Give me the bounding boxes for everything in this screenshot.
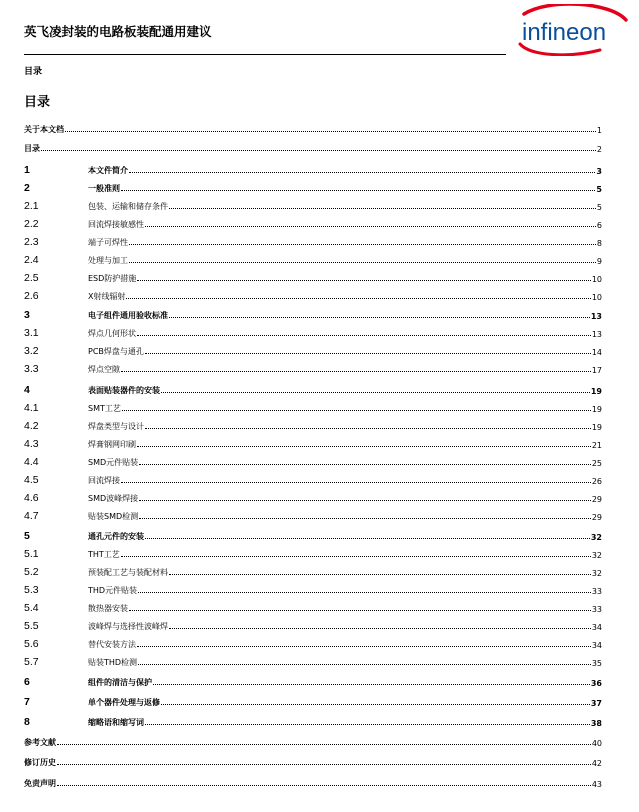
toc-entry-number: 4.2	[24, 420, 39, 432]
toc-entry-number: 1	[24, 164, 30, 176]
toc-entry-page: 13	[591, 330, 602, 339]
toc-dot-leader	[145, 353, 591, 354]
toc-entry-title: 贴装THD检测	[88, 658, 138, 667]
toc-entry-page: 5	[596, 203, 602, 212]
toc-dot-leader	[137, 335, 591, 336]
toc-entry-title: THT工艺	[88, 550, 120, 559]
toc-entry-page: 19	[591, 405, 602, 414]
toc-entry-title: 免责声明	[24, 779, 56, 788]
toc-entry-page: 13	[590, 312, 602, 321]
toc-entry[interactable]	[24, 580, 602, 596]
toc-entry-page: 35	[591, 659, 602, 668]
toc-entry[interactable]	[24, 119, 602, 135]
toc-entry-page: 10	[591, 275, 602, 284]
toc-dot-leader	[57, 744, 591, 745]
toc-entry[interactable]	[24, 359, 602, 375]
toc-entry[interactable]	[24, 672, 602, 688]
toc-entry-title: SMD元件贴装	[88, 458, 139, 467]
toc-entry-number: 2.6	[24, 290, 39, 302]
toc-entry-page: 10	[591, 293, 602, 302]
toc-dot-leader	[121, 371, 591, 372]
toc-entry[interactable]	[24, 138, 602, 154]
toc-dot-leader	[137, 646, 591, 647]
toc-entry[interactable]	[24, 286, 602, 302]
toc-entry-title: 回流焊接敏感性	[88, 220, 144, 229]
toc-entry-title: 预装配工艺与装配材料	[88, 568, 168, 577]
toc-dot-leader	[129, 262, 596, 263]
toc-entry[interactable]	[24, 178, 602, 194]
toc-entry[interactable]	[24, 323, 602, 339]
toc-entry-page: 33	[591, 605, 602, 614]
toc-entry-page: 9	[596, 257, 602, 266]
toc-entry-title: 替代安装方法	[88, 640, 136, 649]
toc-entry-number: 4.4	[24, 456, 39, 468]
toc-entry[interactable]	[24, 214, 602, 230]
toc-entry-number: 4	[24, 384, 30, 396]
toc-entry-page: 32	[590, 533, 602, 542]
toc-heading: 目录	[24, 95, 51, 110]
toc-dot-leader	[169, 574, 591, 575]
toc-entry-number: 2.2	[24, 218, 39, 230]
toc-entry-title: 波峰焊与选择性波峰焊	[88, 622, 168, 631]
toc-entry-title: 目录	[24, 144, 40, 153]
toc-entry-title: 焊盘类型与设计	[88, 422, 144, 431]
document-title: 英飞凌封装的电路板装配通用建议	[24, 24, 212, 39]
toc-entry-number: 4.1	[24, 402, 39, 414]
toc-entry-number: 4.5	[24, 474, 39, 486]
toc-entry-page: 32	[591, 551, 602, 560]
toc-entry[interactable]	[24, 692, 602, 708]
toc-entry[interactable]	[24, 305, 602, 321]
svg-text:infineon: infineon	[522, 19, 607, 46]
toc-entry-title: 组件的清洁与保护	[88, 678, 152, 687]
toc-entry-title: 焊点几何形状	[88, 329, 136, 338]
toc-entry-page: 1	[596, 126, 602, 135]
toc-entry-number: 7	[24, 696, 30, 708]
toc-dot-leader	[121, 556, 591, 557]
toc-entry-page: 34	[591, 623, 602, 632]
toc-entry-title: 表面贴装器件的安装	[88, 386, 160, 395]
toc-entry-title: THD元件贴装	[88, 586, 138, 595]
toc-dot-leader	[161, 392, 590, 393]
toc-entry-number: 5	[24, 530, 30, 542]
toc-entry-number: 2.4	[24, 254, 39, 266]
toc-dot-leader	[139, 518, 591, 519]
toc-entry[interactable]	[24, 506, 602, 522]
toc-entry-number: 6	[24, 676, 30, 688]
toc-entry[interactable]	[24, 488, 602, 504]
toc-entry-number: 4.6	[24, 492, 39, 504]
toc-entry[interactable]	[24, 160, 602, 176]
toc-entry-number: 2.5	[24, 272, 39, 284]
toc-dot-leader	[153, 684, 590, 685]
toc-entry-title: 关于本文档	[24, 125, 64, 134]
toc-entry-page: 33	[591, 587, 602, 596]
toc-dot-leader	[169, 317, 590, 318]
toc-entry-page: 21	[591, 441, 602, 450]
toc-entry-number: 5.7	[24, 656, 39, 668]
toc-entry-title: SMD波峰焊接	[88, 494, 139, 503]
toc-entry-title: 包装、运输和储存条件	[88, 202, 168, 211]
toc-entry[interactable]	[24, 598, 602, 614]
toc-entry[interactable]	[24, 544, 602, 560]
toc-dot-leader	[129, 610, 591, 611]
toc-entry[interactable]	[24, 268, 602, 284]
toc-entry-page: 19	[590, 387, 602, 396]
toc-entry-page: 38	[590, 719, 602, 728]
toc-dot-leader	[122, 410, 591, 411]
toc-entry-number: 4.3	[24, 438, 39, 450]
toc-entry[interactable]	[24, 470, 602, 486]
toc-entry[interactable]	[24, 652, 602, 668]
toc-dot-leader	[137, 446, 591, 447]
toc-entry[interactable]	[24, 398, 602, 414]
toc-entry-page: 17	[591, 366, 602, 375]
toc-entry-title: 本文件简介	[88, 166, 128, 175]
toc-dot-leader	[137, 280, 591, 281]
toc-entry-number: 5.5	[24, 620, 39, 632]
toc-entry-number: 8	[24, 716, 30, 728]
toc-entry[interactable]	[24, 232, 602, 248]
infineon-logo	[510, 4, 630, 56]
toc-entry-page: 8	[596, 239, 602, 248]
toc-entry-page: 29	[591, 495, 602, 504]
toc-entry-page: 14	[591, 348, 602, 357]
toc-entry-number: 4.7	[24, 510, 39, 522]
toc-dot-leader	[169, 628, 591, 629]
toc-entry-title: SMT工艺	[88, 404, 121, 413]
toc-entry-page: 19	[591, 423, 602, 432]
toc-dot-leader	[121, 190, 595, 191]
toc-entry-title: 散热器安装	[88, 604, 128, 613]
toc-dot-leader	[139, 500, 591, 501]
toc-dot-leader	[145, 428, 591, 429]
toc-dot-leader	[138, 592, 591, 593]
header-section-label: 目录	[24, 67, 43, 77]
toc-entry[interactable]	[24, 616, 602, 632]
toc-entry[interactable]	[24, 452, 602, 468]
toc-entry-number: 2.3	[24, 236, 39, 248]
toc-entry-page: 32	[591, 569, 602, 578]
toc-dot-leader	[145, 226, 596, 227]
toc-entry-number: 5.6	[24, 638, 39, 650]
toc-entry-number: 5.2	[24, 566, 39, 578]
toc-dot-leader	[145, 724, 590, 725]
toc-entry-title: 贴装SMD检测	[88, 512, 139, 521]
toc-entry-number: 3.1	[24, 327, 39, 339]
toc-entry-page: 37	[590, 699, 602, 708]
toc-entry-page: 6	[596, 221, 602, 230]
toc-entry[interactable]	[24, 712, 602, 728]
toc-entry[interactable]	[24, 250, 602, 266]
toc-entry-title: 参考文献	[24, 738, 56, 747]
toc-entry-number: 3	[24, 309, 30, 321]
toc-dot-leader	[161, 704, 590, 705]
toc-entry-page: 26	[591, 477, 602, 486]
toc-dot-leader	[65, 131, 596, 132]
toc-entry-number: 5.1	[24, 548, 39, 560]
toc-dot-leader	[169, 208, 596, 209]
toc-dot-leader	[129, 244, 596, 245]
toc-entry[interactable]	[24, 380, 602, 396]
toc-entry-title: 端子可焊性	[88, 238, 128, 247]
toc-entry[interactable]	[24, 526, 602, 542]
toc-dot-leader	[139, 464, 591, 465]
toc-dot-leader	[129, 172, 595, 173]
toc-dot-leader	[121, 482, 591, 483]
toc-entry-page: 29	[591, 513, 602, 522]
toc-entry-title: 焊点空隙	[88, 365, 120, 374]
toc-entry-title: 一般准则	[88, 184, 120, 193]
toc-entry-title: 回流焊接	[88, 476, 120, 485]
toc-entry-number: 5.3	[24, 584, 39, 596]
toc-entry-page: 2	[596, 145, 602, 154]
toc-entry-number: 3.2	[24, 345, 39, 357]
toc-entry[interactable]	[24, 434, 602, 450]
toc-entry-page: 3	[596, 167, 602, 176]
header-divider	[24, 54, 506, 55]
toc-dot-leader	[41, 150, 596, 151]
toc-entry-title: ESD防护措施	[88, 274, 137, 283]
toc-dot-leader	[126, 298, 590, 299]
toc-entry-title: 通孔元件的安装	[88, 532, 144, 541]
toc-entry-page: 36	[590, 679, 602, 688]
toc-entry-title: 单个器件处理与返修	[88, 698, 160, 707]
toc-dot-leader	[57, 785, 591, 786]
toc-entry[interactable]	[24, 634, 602, 650]
toc-entry[interactable]	[24, 341, 602, 357]
toc-entry-title: 焊膏钢网印刷	[88, 440, 136, 449]
toc-entry-title: X射线辐射	[88, 292, 126, 301]
toc-entry-title: 电子组件通用验收标准	[88, 311, 168, 320]
toc-entry-page: 34	[591, 641, 602, 650]
toc-entry-page: 5	[596, 185, 602, 194]
toc-entry[interactable]	[24, 773, 602, 789]
toc-entry[interactable]	[24, 752, 602, 768]
toc-entry-page: 25	[591, 459, 602, 468]
toc-entry-number: 2	[24, 182, 30, 194]
toc-entry-title: 缩略语和缩写词	[88, 718, 144, 727]
toc-dot-leader	[138, 664, 591, 665]
toc-entry-page: 43	[591, 780, 602, 789]
toc-entry-number: 3.3	[24, 363, 39, 375]
toc-entry[interactable]	[24, 732, 602, 748]
toc-entry-page: 40	[591, 739, 602, 748]
toc-dot-leader	[57, 764, 591, 765]
toc-entry-number: 5.4	[24, 602, 39, 614]
toc-entry[interactable]	[24, 416, 602, 432]
toc-entry[interactable]	[24, 196, 602, 212]
toc-entry-number: 2.1	[24, 200, 39, 212]
toc-entry-title: PCB焊盘与通孔	[88, 347, 144, 356]
toc-entry-page: 42	[591, 759, 602, 768]
toc-entry-title: 处理与加工	[88, 256, 128, 265]
toc-dot-leader	[145, 538, 590, 539]
toc-entry-title: 修订历史	[24, 758, 56, 767]
toc-entry[interactable]	[24, 562, 602, 578]
